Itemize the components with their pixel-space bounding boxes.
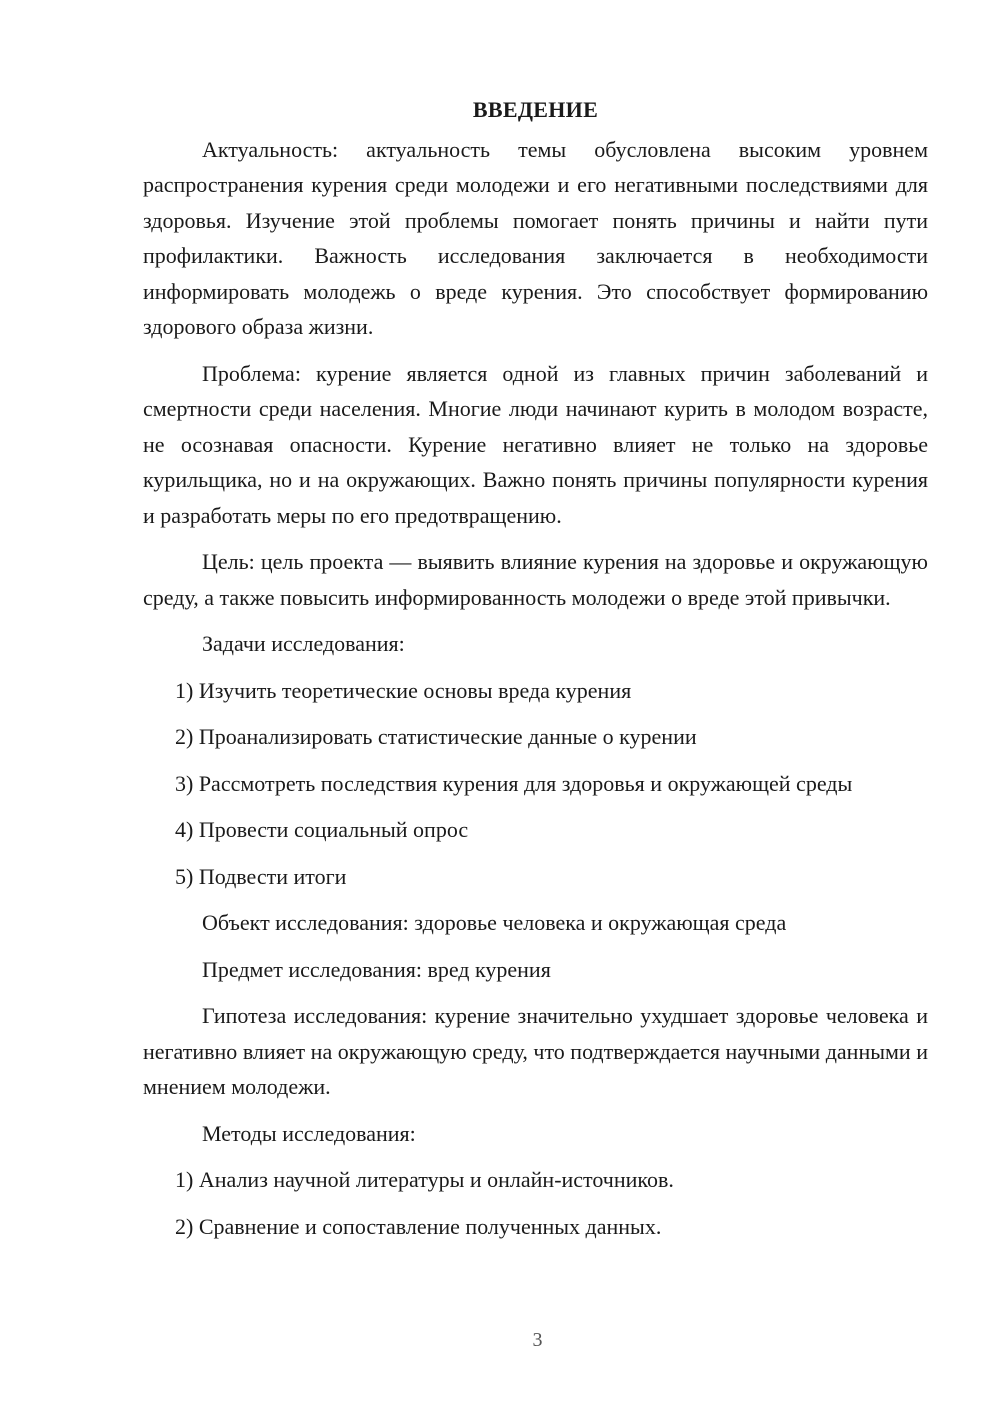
page-title: ВВЕДЕНИЕ (472, 97, 599, 122)
task-item-4: 4) Провести социальный опрос (175, 817, 469, 842)
page-number: 3 (532, 1329, 543, 1351)
problem-paragraph: Проблема: курение является одной из главных причин заболеваний и смертности среди населения. Многие люди начинают курить в молодом возрасте, не осознавая опасности. Курение негативно влияет не только на здоровье курильщика, но и на окружающих. Важно понять причины популярности курения и разработать меры по его предотвращению. (143, 360, 928, 528)
document-body (143, 92, 928, 1255)
goal-paragraph: Цель: цель проекта — выявить влияние курения на здоровье и окружающую среду, а также повысить информированность молодежи о вреде этой привычки. (143, 549, 928, 610)
method-item-1: 1) Анализ научной литературы и онлайн-источников. (175, 1167, 674, 1192)
subject-paragraph: Предмет исследования: вред курения (202, 956, 551, 982)
tasks-heading: Задачи исследования: (202, 631, 405, 656)
object-paragraph: Объект исследования: здоровье человека и окружающая среда (202, 910, 787, 935)
relevance-paragraph: Актуальность: актуальность темы обусловлена высоким уровнем распространения курения среди молодежи и его негативными последствиями для здоровья. Изучение этой проблемы помогает понять причины и найти пути профилактики. Важность исследования заключается в необходимости информировать молодежь о вреде курения. Это способствует формированию здорового образа жизни. (143, 136, 928, 339)
task-item-1: 1) Изучить теоретические основы вреда курения (175, 677, 632, 703)
task-item-5: 5) Подвести итоги (175, 863, 347, 889)
methods-heading: Методы исследования: (202, 1120, 416, 1146)
task-item-2: 2) Проанализировать статистические данные о курении (175, 724, 697, 749)
hypothesis-paragraph: Гипотеза исследования: курение значительно ухудшает здоровье человека и негативно влияет на окружающую среду, что подтверждается научными данными и мнением молодежи. (143, 1003, 928, 1099)
task-item-3: 3) Рассмотреть последствия курения для здоровья и окружающей среды (175, 770, 853, 796)
method-item-2: 2) Сравнение и сопоставление полученных данных. (175, 1213, 662, 1239)
